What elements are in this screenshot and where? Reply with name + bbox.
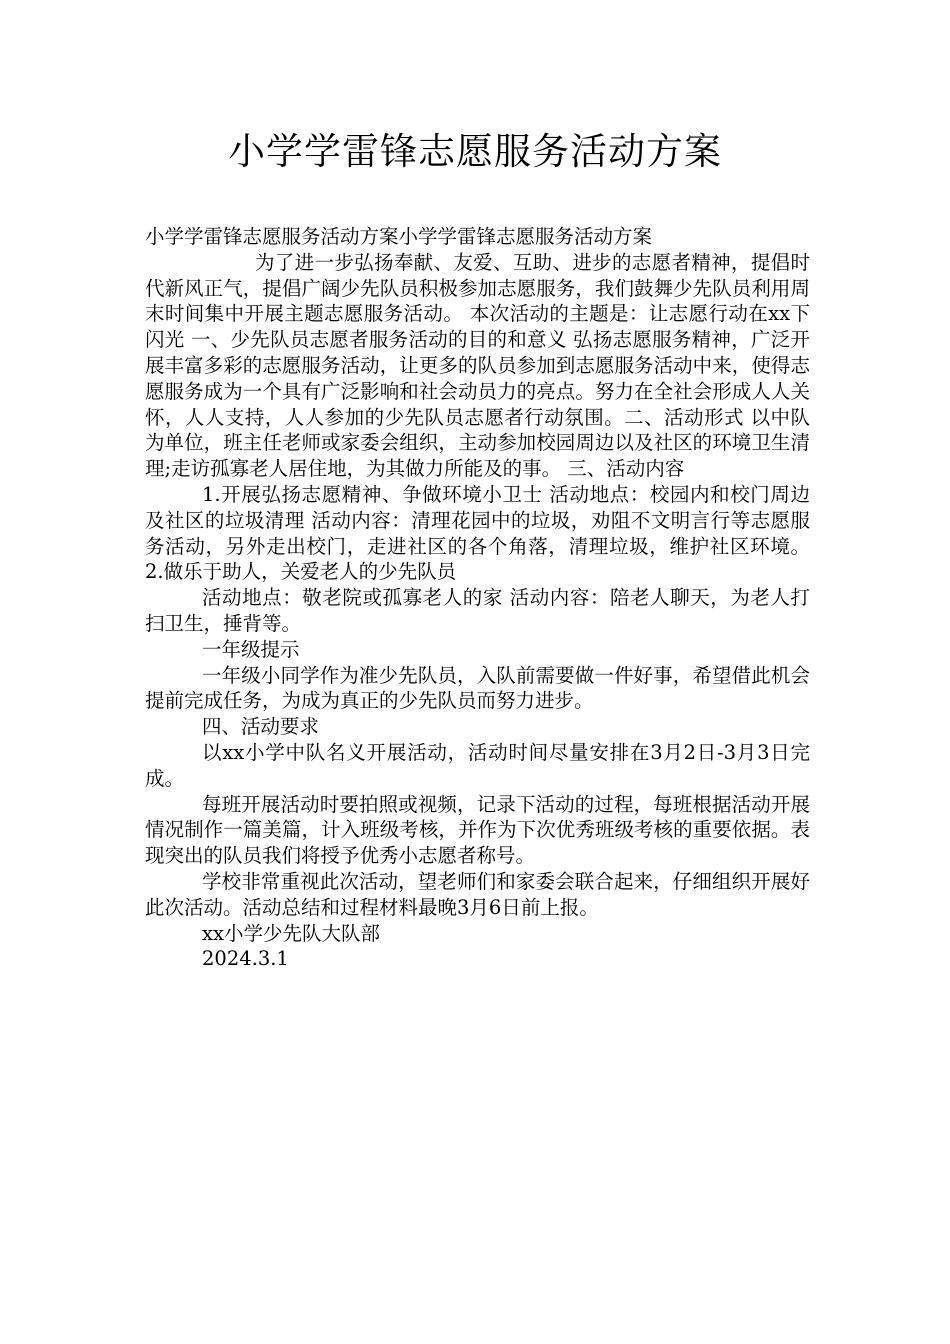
paragraph-grade-one-heading: 一年级提示 [202,637,300,661]
paragraph-intro: 为了进一步弘扬奉献、友爱、互助、进步的志愿者精神，提倡时代新风正气，提倡广阔少先队员积极参加志愿服务，我们鼓舞少先队员利用周末时间集中开展主题志愿服务活动。 本次活动的主题是：让志愿行动在xx下闪光 一、少先队员志愿者服务活动的目的和意义 弘扬志愿服务精神，广泛开展丰富多彩的志愿服务活动，让更多的队员参加到志愿服务活动中来，使得志愿服务成为一个具有广泛影响和社会动员力的亮点。努力在全社会形成人人关怀，人人支持，人人参加的少先队员志愿者行动氛围。二、活动形式 以中队为单位，班主任老师或家委会组织，主动参加校园周边以及社区的环境卫生清理;走访孤寡老人居住地，为其做力所能及的事。 三、活动内容 [145,250,810,481]
signature-date: 2024.3.1 [202,947,289,971]
signature-organization: xx小学少先队大队部 [202,921,380,945]
paragraph-recording: 每班开展活动时要拍照或视频，记录下活动的过程，每班根据活动开展情况制作一篇美篇，计入班级考核，并作为下次优秀班级考核的重要依据。表现突出的队员我们将授予优秀小志愿者称号。 [145,792,810,868]
paragraph-grade-one-note: 一年级小同学作为准少先队员，入队前需要做一件好事，希望借此机会提前完成任务，为成为真正的少先队员而努力进步。 [145,663,810,713]
paragraph-closing: 学校非常重视此次活动，望老师们和家委会联合起来，仔细组织开展好此次活动。活动总结和过程材料最晚3月6日前上报。 [145,869,810,919]
paragraph-requirements-heading: 四、活动要求 [202,715,320,739]
document-body [145,224,810,972]
paragraph-activity-1: 1.开展弘扬志愿精神、争做环境小卫士 活动地点：校园内和校门周边及社区的垃圾清理 活动内容：清理花园中的垃圾，劝阻不文明言行等志愿服务活动，另外走出校门，走进社区的各个角落，清理垃圾，维护社区环境。 2.做乐于助人，关爱老人的少先队员 [145,482,810,584]
document-title: 小学学雷锋志愿服务活动方案 [228,130,722,173]
paragraph-schedule: 以xx小学中队名义开展活动，活动时间尽量安排在3月2日-3月3日完成。 [145,740,810,790]
paragraph-activity-2: 活动地点：敬老院或孤寡老人的家 活动内容：陪老人聊天，为老人打扫卫生，捶背等。 [145,586,810,635]
paragraph-subtitle: 小学学雷锋志愿服务活动方案小学学雷锋志愿服务活动方案 [145,225,653,248]
